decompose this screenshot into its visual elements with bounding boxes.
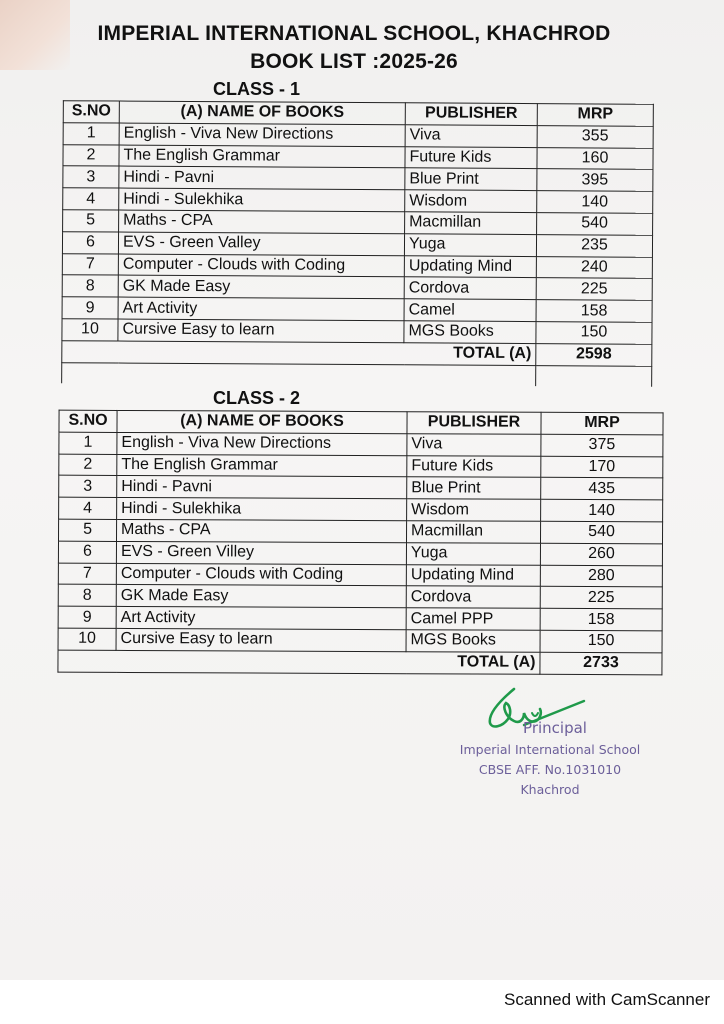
stamp-principal: Principal — [523, 719, 587, 737]
book-name-cell: Computer - Clouds with Coding — [116, 563, 406, 586]
book-name-cell: The English Grammar — [117, 454, 407, 477]
class-1-rows — [62, 122, 653, 344]
publisher-cell: Macmillan — [406, 521, 540, 543]
sno-cell: 6 — [62, 231, 118, 253]
mrp-cell: 158 — [536, 300, 652, 323]
publisher-cell: Updating Mind — [404, 255, 536, 278]
table-row — [58, 585, 662, 609]
total-label: TOTAL (A) — [62, 340, 536, 365]
table-row — [59, 476, 663, 500]
book-list-title: BOOK LIST :2025-26 — [250, 50, 458, 73]
book-name-cell: Cursive Easy to learn — [118, 319, 404, 343]
mrp-cell: 225 — [540, 587, 662, 609]
mrp-cell: 150 — [540, 630, 662, 652]
mrp-cell: 170 — [541, 456, 663, 478]
sno-cell: 10 — [58, 628, 116, 650]
total-row — [58, 650, 662, 674]
mrp-cell: 435 — [541, 478, 663, 500]
book-name-cell: EVS - Green Villey — [116, 541, 406, 564]
mrp-cell: 240 — [536, 256, 652, 279]
header-sno: S.NO — [63, 101, 119, 123]
book-name-cell: Art Activity — [116, 607, 406, 630]
sno-cell: 6 — [58, 541, 116, 563]
publisher-cell: Future Kids — [405, 146, 537, 169]
publisher-cell: Updating Mind — [406, 564, 540, 586]
mrp-cell: 260 — [540, 543, 662, 565]
table-row — [59, 519, 663, 543]
stamp-school-name: Imperial International School — [459, 742, 641, 757]
sno-cell: 9 — [58, 606, 116, 628]
header-publisher: PUBLISHER — [405, 103, 537, 126]
school-title: IMPERIAL INTERNATIONAL SCHOOL, KHACHROD — [97, 22, 611, 45]
publisher-cell: Future Kids — [407, 455, 541, 477]
mrp-cell: 235 — [536, 234, 652, 257]
sno-cell: 4 — [63, 188, 119, 210]
sno-cell: 1 — [63, 122, 119, 144]
header-book-name: (A) NAME OF BOOKS — [119, 101, 405, 125]
class-2-rows — [58, 432, 663, 653]
book-name-cell: Computer - Clouds with Coding — [118, 254, 404, 278]
table-header-row — [59, 410, 663, 434]
header-publisher: PUBLISHER — [407, 412, 541, 434]
publisher-cell: Blue Print — [405, 168, 537, 191]
book-name-cell: The English Grammar — [119, 145, 405, 169]
class-2-book-table — [57, 410, 663, 675]
publisher-cell: MGS Books — [406, 630, 540, 652]
table-row — [59, 497, 663, 521]
table-row — [58, 628, 662, 652]
sno-cell: 5 — [59, 519, 117, 541]
header-mrp: MRP — [537, 104, 653, 127]
mrp-cell: 540 — [540, 521, 662, 543]
book-name-cell: GK Made Easy — [118, 275, 404, 299]
sno-cell: 10 — [62, 319, 118, 341]
book-name-cell: Maths - CPA — [119, 210, 405, 234]
publisher-cell: MGS Books — [404, 321, 536, 344]
mrp-cell: 225 — [536, 278, 652, 301]
mrp-cell: 375 — [541, 434, 663, 456]
publisher-cell: Wisdom — [407, 499, 541, 521]
table-row — [58, 563, 662, 587]
sno-cell: 2 — [59, 454, 117, 476]
header-sno: S.NO — [59, 410, 117, 432]
mrp-cell: 160 — [537, 147, 653, 170]
book-name-cell: Hindi - Pavni — [119, 166, 405, 190]
publisher-cell: Yuga — [404, 234, 536, 257]
publisher-cell: Macmillan — [405, 212, 537, 235]
book-name-cell: English - Viva New Directions — [119, 123, 405, 147]
publisher-cell: Viva — [405, 125, 537, 148]
book-name-cell: Cursive Easy to learn — [116, 628, 406, 651]
stamp-location: Khachrod — [520, 782, 580, 797]
mrp-cell: 158 — [540, 608, 662, 630]
sno-cell: 1 — [59, 432, 117, 454]
publisher-cell: Camel — [404, 299, 536, 322]
mrp-cell: 395 — [537, 169, 653, 192]
book-name-cell: Hindi - Sulekhika — [119, 188, 405, 212]
book-name-cell: Maths - CPA — [117, 519, 407, 542]
publisher-cell: Camel PPP — [406, 608, 540, 630]
table-row — [59, 454, 663, 478]
header-mrp: MRP — [541, 412, 663, 434]
book-name-cell: GK Made Easy — [116, 585, 406, 608]
book-name-cell: Hindi - Sulekhika — [117, 498, 407, 521]
mrp-cell: 355 — [537, 125, 653, 148]
publisher-cell: Wisdom — [405, 190, 537, 213]
sno-cell: 9 — [62, 297, 118, 319]
blank-cell — [536, 365, 652, 387]
sno-cell: 2 — [63, 144, 119, 166]
book-name-cell: EVS - Green Valley — [118, 232, 404, 256]
class-1-heading: CLASS - 1 — [213, 79, 301, 99]
mrp-cell: 540 — [537, 213, 653, 236]
mrp-cell: 150 — [536, 322, 652, 345]
sno-cell: 8 — [58, 585, 116, 607]
publisher-cell: Yuga — [406, 542, 540, 564]
total-value: 2598 — [536, 343, 652, 366]
blank-cell — [62, 362, 536, 386]
mrp-cell: 140 — [541, 499, 663, 521]
total-label: TOTAL (A) — [58, 650, 540, 674]
table-row — [59, 432, 663, 456]
sno-cell: 8 — [62, 275, 118, 297]
sno-cell: 3 — [63, 166, 119, 188]
publisher-cell: Cordova — [406, 586, 540, 608]
stamp-affiliation: CBSE AFF. No.1031010 — [478, 762, 622, 777]
sno-cell: 7 — [62, 253, 118, 275]
sno-cell: 7 — [58, 563, 116, 585]
sno-cell: 3 — [59, 476, 117, 498]
mrp-cell: 140 — [537, 191, 653, 214]
table-row — [58, 606, 662, 630]
sno-cell: 5 — [63, 210, 119, 232]
table-row — [58, 541, 662, 565]
class-2-heading: CLASS - 2 — [213, 388, 301, 408]
book-name-cell: English - Viva New Directions — [117, 432, 407, 455]
sno-cell: 4 — [59, 497, 117, 519]
class-1-book-table — [61, 100, 654, 387]
publisher-cell: Cordova — [404, 277, 536, 300]
book-name-cell: Hindi - Pavni — [117, 476, 407, 499]
camscanner-footer: Scanned with CamScanner — [503, 990, 710, 1009]
publisher-cell: Viva — [407, 433, 541, 455]
mrp-cell: 280 — [540, 565, 662, 587]
header-book-name: (A) NAME OF BOOKS — [117, 410, 407, 433]
publisher-cell: Blue Print — [407, 477, 541, 499]
book-name-cell: Art Activity — [118, 297, 404, 321]
total-value: 2733 — [540, 652, 662, 674]
school-stamp — [440, 685, 660, 797]
blank-row — [62, 362, 652, 387]
